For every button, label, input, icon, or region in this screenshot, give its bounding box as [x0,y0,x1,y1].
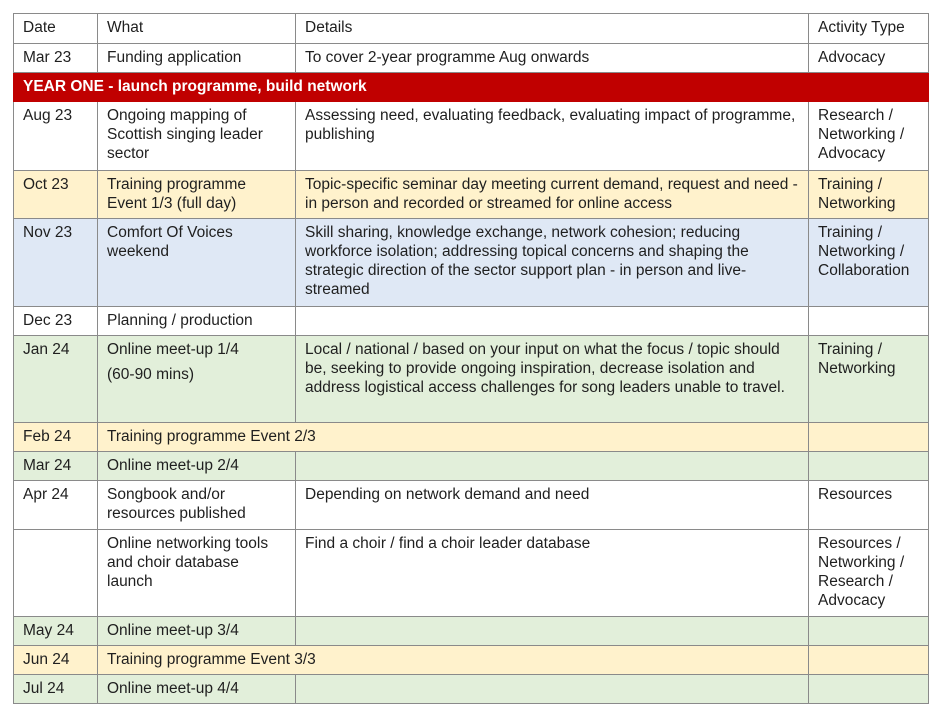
cell-details: Find a choir / find a choir leader database [296,530,809,617]
cell-activity-type [809,307,929,336]
cell-activity-type [809,617,929,646]
table-row [14,171,929,219]
cell-details [296,675,809,704]
cell-activity-type [809,675,929,704]
table-row [14,675,929,704]
cell-what: Ongoing mapping of Scottish singing leader sector [98,102,296,171]
cell-details [296,452,809,481]
cell-date: Mar 23 [14,44,98,73]
cell-date [14,530,98,617]
table-row [14,219,929,307]
table-row [14,307,929,336]
cell-activity-type: Advocacy [809,44,929,73]
cell-details: Skill sharing, knowledge exchange, network cohesion; reducing workforce isolation; addressing topical concerns and shaping the strategic direction of the sector support plan - in person and live-streamed [296,219,809,307]
cell-activity-type: Resources [809,481,929,530]
table-row [14,481,929,530]
table-row [14,617,929,646]
cell-what: Comfort Of Voices weekend [98,219,296,307]
cell-date: Apr 24 [14,481,98,530]
cell-date: Jan 24 [14,336,98,423]
cell-activity-type: Research / Networking / Advocacy [809,102,929,171]
cell-date: May 24 [14,617,98,646]
cell-activity-type [809,646,929,675]
cell-details: Topic-specific seminar day meeting current demand, request and need - in person and recorded or streamed for online access [296,171,809,219]
header-details: Details [296,14,809,44]
header-what: What [98,14,296,44]
table-row [14,530,929,617]
cell-details: Assessing need, evaluating feedback, evaluating impact of programme, publishing [296,102,809,171]
section-banner-row [14,73,929,102]
cell-activity-type [809,452,929,481]
header-activity-type: Activity Type [809,14,929,44]
cell-what: Planning / production [98,307,296,336]
cell-details [296,617,809,646]
cell-date: Oct 23 [14,171,98,219]
cell-details: Depending on network demand and need [296,481,809,530]
table-row [14,452,929,481]
cell-date: Mar 24 [14,452,98,481]
cell-activity-type: Training / Networking / Collaboration [809,219,929,307]
section-banner: YEAR ONE - launch programme, build network [14,73,929,102]
cell-what: Training programme Event 2/3 [98,423,809,452]
cell-date: Nov 23 [14,219,98,307]
cell-date: Feb 24 [14,423,98,452]
cell-date: Jul 24 [14,675,98,704]
cell-what: Online meet-up 2/4 [98,452,296,481]
programme-timeline-table [13,13,929,704]
cell-what: Online meet-up 4/4 [98,675,296,704]
cell-activity-type: Training / Networking [809,171,929,219]
cell-what-main: Online meet-up 1/4 [107,341,239,358]
cell-date: Jun 24 [14,646,98,675]
cell-what: Funding application [98,44,296,73]
table-row [14,423,929,452]
cell-details: To cover 2-year programme Aug onwards [296,44,809,73]
table-row [14,44,929,73]
cell-date: Dec 23 [14,307,98,336]
cell-what: Training programme Event 1/3 (full day) [98,171,296,219]
table-row [14,102,929,171]
cell-what: Online networking tools and choir database launch [98,530,296,617]
cell-what: Online meet-up 3/4 [98,617,296,646]
cell-date: Aug 23 [14,102,98,171]
cell-details: Local / national / based on your input on what the focus / topic should be, seeking to provide ongoing inspiration, decrease isolation and address logistical access challenges for song leaders unable to travel. [296,336,809,423]
table-row [14,336,929,423]
header-date: Date [14,14,98,44]
cell-what: Songbook and/or resources published [98,481,296,530]
cell-activity-type [809,423,929,452]
cell-activity-type: Resources / Networking / Research / Advocacy [809,530,929,617]
table-row [14,646,929,675]
cell-activity-type: Training / Networking [809,336,929,423]
cell-what: Training programme Event 3/3 [98,646,809,675]
header-row [14,14,929,44]
cell-what [98,336,296,423]
cell-what-sub: (60-90 mins) [107,366,194,383]
cell-details [296,307,809,336]
